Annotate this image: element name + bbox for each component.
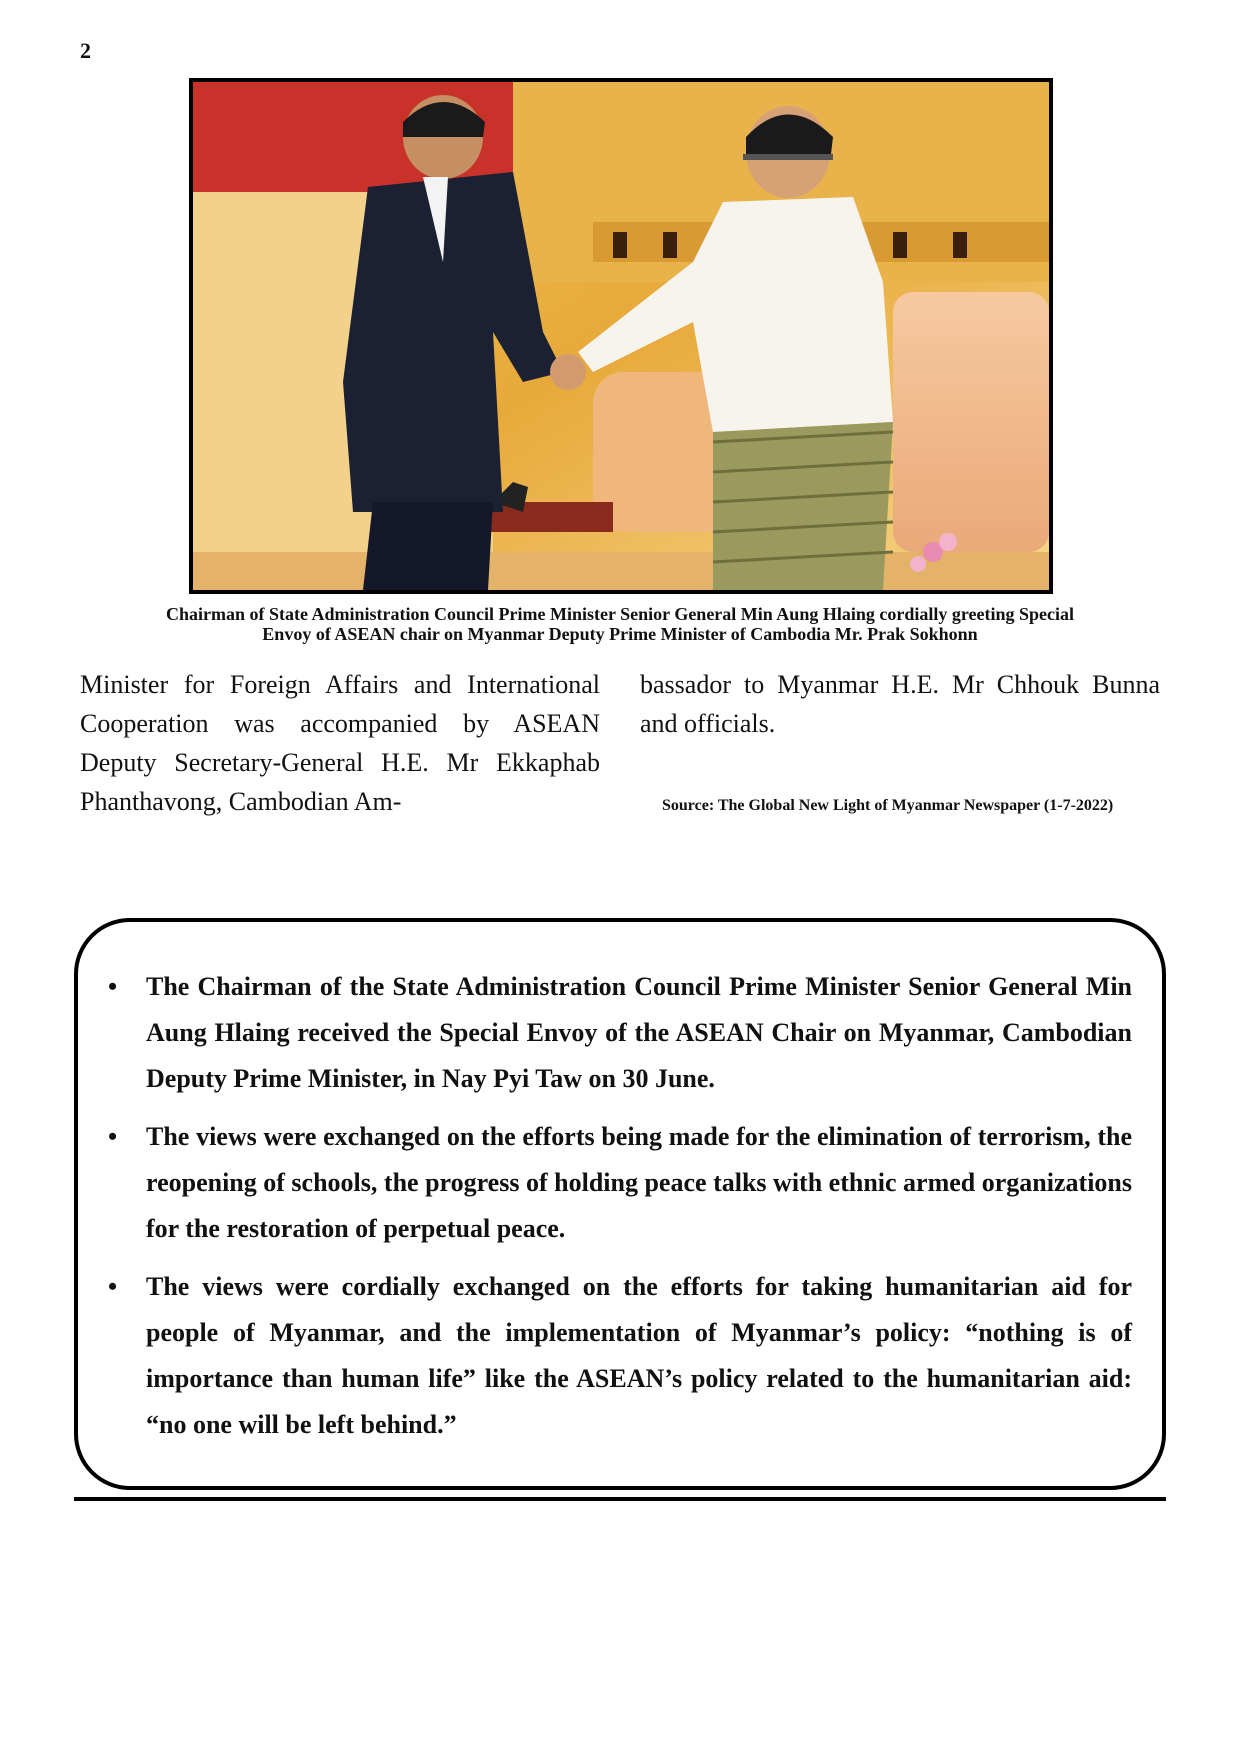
article-right-column: bassador to Myanmar H.E. Mr Chhouk Bunna and officials. (640, 670, 1160, 738)
bullet-icon: • (108, 1272, 118, 1301)
bullet-icon: • (108, 972, 118, 1001)
caption-line-1: Chairman of State Administration Council Prime Minister Senior General Min Aung Hlaing cordially greeting Special (166, 604, 1074, 624)
summary-item (108, 964, 1132, 1102)
article-left-column: Minister for Foreign Affairs and International Cooperation was accompanied by ASEAN Deputy Secretary-General H.E. Mr Ekkaphab Phanthavong, Cambodian Am- (80, 670, 600, 816)
summary-item-text: The Chairman of the State Administration Council Prime Minister Senior General Min Aung Hlaing received the Special Envoy of the ASEAN Chair on Myanmar, Cambodian Deputy Prime Minister, in Nay Pyi Taw on 30 June. (146, 972, 1132, 1093)
summary-item-text: The views were cordially exchanged on the efforts for taking humanitarian aid for people of Myanmar, and the implementation of Myanmar’s policy: “nothing is of importance than human life” like the ASEAN’s policy related to the humanitarian aid: “no one will be left behind.” (146, 1272, 1132, 1439)
summary-item (108, 1264, 1132, 1448)
summary-item (108, 1114, 1132, 1252)
bottom-divider (74, 1497, 1166, 1501)
page-number: 2 (80, 38, 91, 63)
summary-item-text: The views were exchanged on the efforts being made for the elimination of terrorism, the reopening of schools, the progress of holding peace talks with ethnic armed organizations for the restoration of perpetual peace. (146, 1122, 1132, 1243)
news-photo (189, 78, 1053, 594)
caption-line-2: Envoy of ASEAN chair on Myanmar Deputy Prime Minister of Cambodia Mr. Prak Sokhonn (262, 624, 978, 644)
summary-box (74, 918, 1166, 1490)
bullet-icon: • (108, 1122, 118, 1151)
photo-caption (80, 604, 1160, 644)
source-citation: Source: The Global New Light of Myanmar Newspaper (1-7-2022) (662, 797, 1114, 814)
summary-list (108, 964, 1132, 1460)
handshake-photo-illustration (193, 82, 1049, 590)
